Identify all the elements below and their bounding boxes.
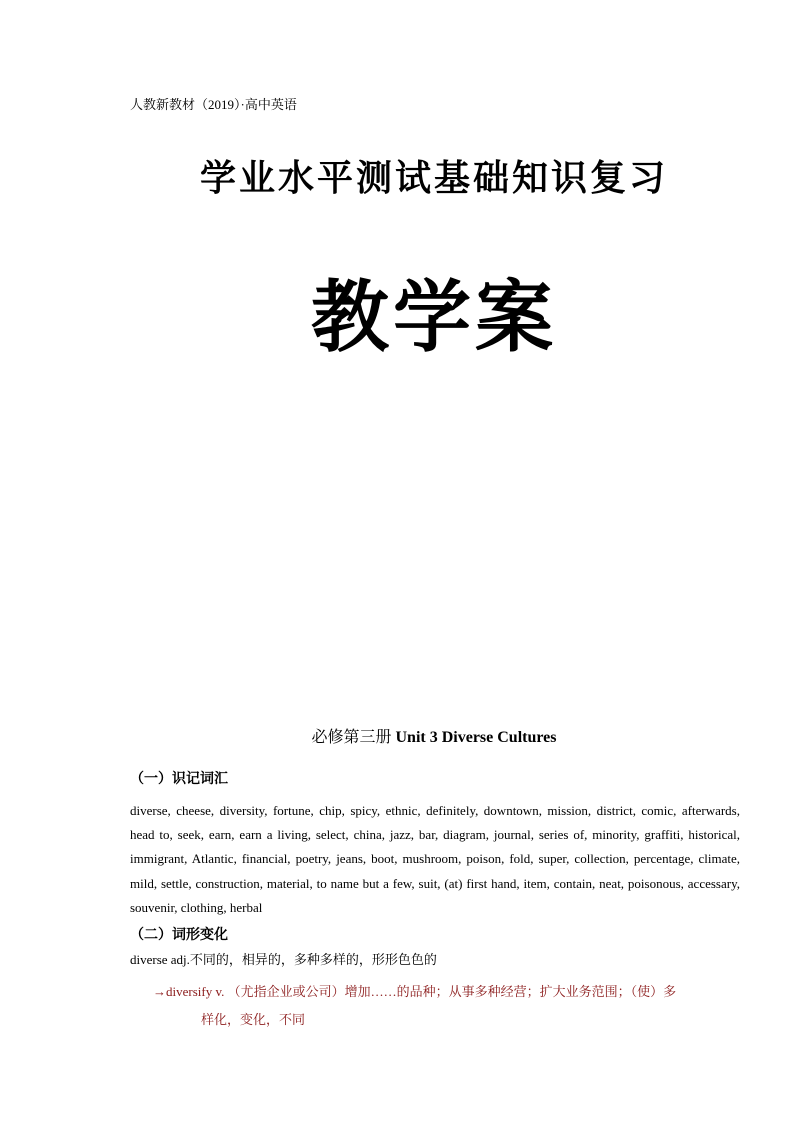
page-title: 学业水平测试基础知识复习	[199, 157, 668, 199]
unit-book: 必修第三册	[311, 729, 396, 746]
word-entry: diverse adj.不同的，相异的，多种多样的，形形色色的	[130, 952, 437, 967]
header-note: 人教新教材（2019）·高中英语	[130, 97, 297, 112]
derived-line-1: →diversify v. （尤指企业或公司）增加……的品种；从事多种经营；扩大业务范围；（使）多	[153, 984, 677, 999]
derived-word-entry	[153, 978, 738, 1034]
vocab-list: diverse, cheese, diversity, fortune, chip, spicy, ethnic, definitely, downtown, mission, district, comic, afterwards, head to, seek, earn, earn a living, select, china, jazz, bar, diagram, journal, series of, minority, graffiti, historical, immigrant, Atlantic, financial, poetry, jeans, boot, mushroom, poison, fold, super, collection, percentage, climate, mild, settle, construction, material, to name but a few, suit, (at) first hand, item, contain, neat, poisonous, accessary, souvenir, clothing, herbal	[130, 803, 740, 915]
big-title: 教学案	[310, 272, 557, 363]
unit-heading	[0, 724, 794, 747]
unit-name: Unit 3 Diverse Cultures	[395, 729, 557, 746]
section-heading-word-forms: （二）词形变化	[130, 927, 228, 943]
section-heading-vocab: （一）识记词汇	[130, 771, 228, 787]
derived-line-2: 样化，变化，不同	[201, 1012, 306, 1027]
